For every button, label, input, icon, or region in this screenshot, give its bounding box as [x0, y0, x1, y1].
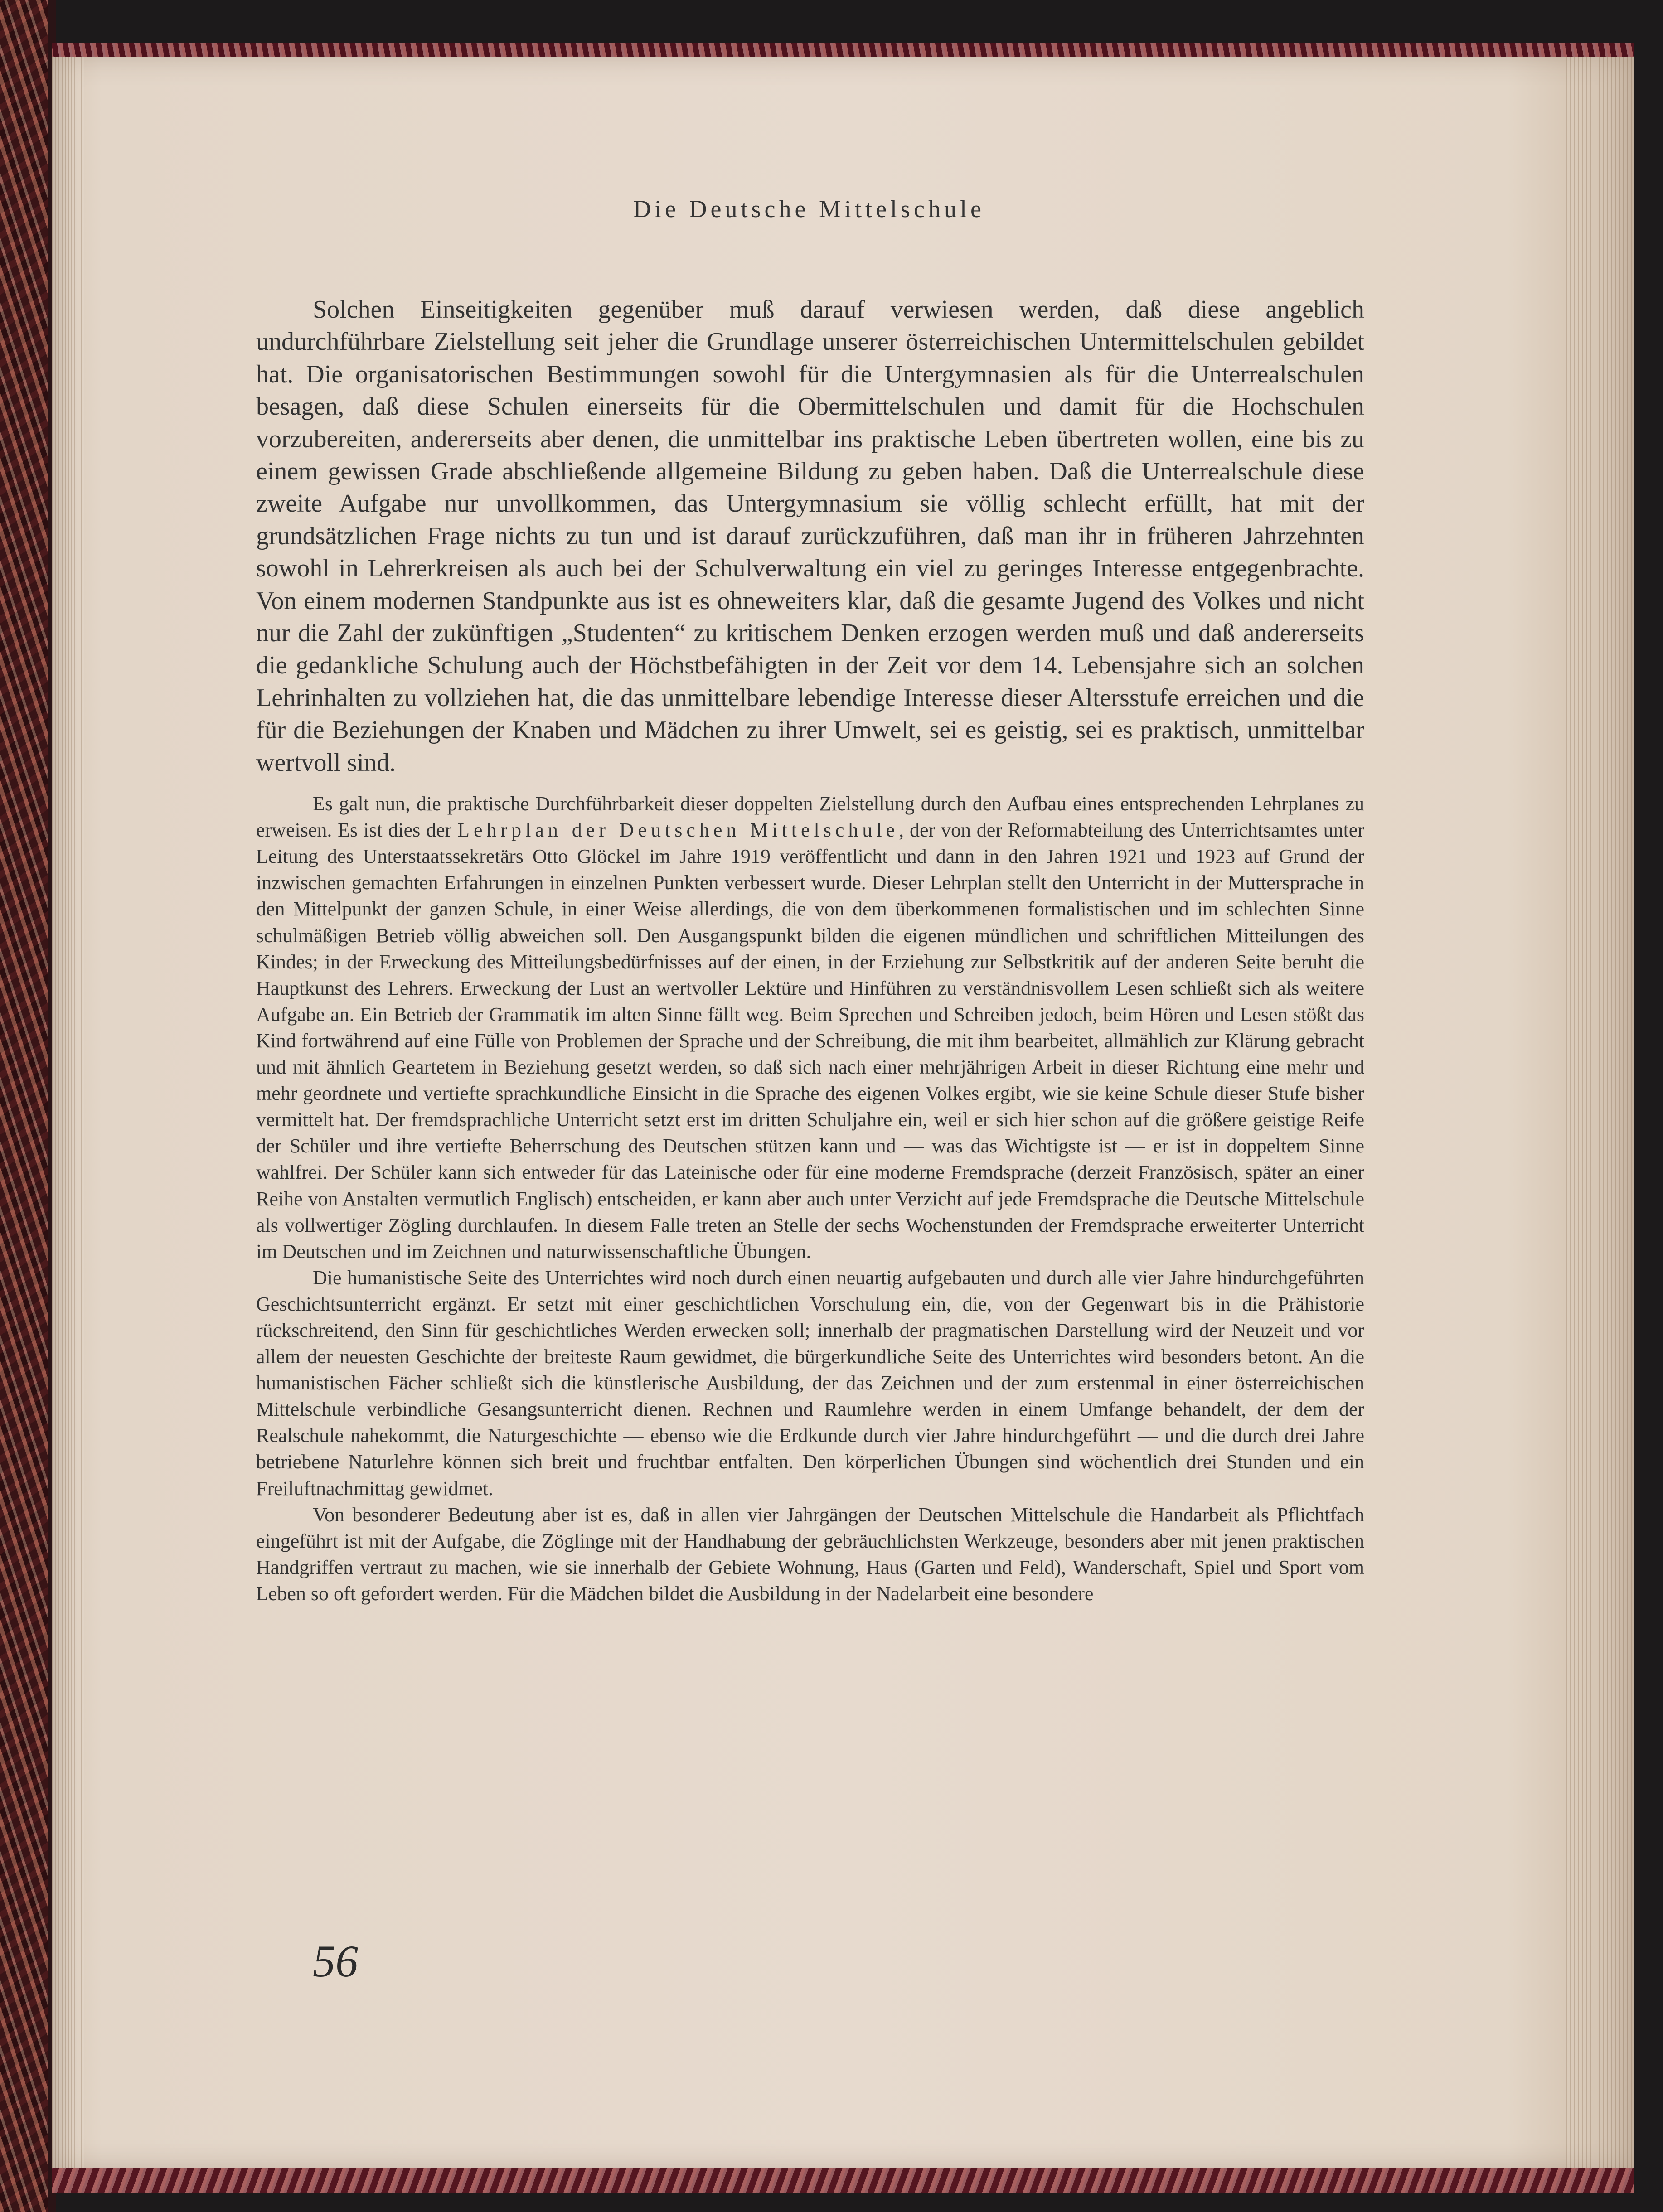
book-cover-board — [0, 0, 52, 2212]
paragraph-lehrplan-rest: , der von der Reformabteilung des Unterrichtsamtes unter Leitung des Unterstaatssekretärs Otto Glöckel im Jahre 1919 veröffentlicht und dann in den Jahren 1921 und 1923 auf Grund der inzwischen gemachten Erfahrungen in einzelnen Punkten verbessert wurde. Dieser Lehrplan stellt den Unterricht in der Muttersprache in den Mittelpunkt der ganzen Schule, in einer Weise allerdings, die von dem überkommenen formalistischen und im schlechten Sinne schulmäßigen Betrieb völlig abweichen soll. Den Ausgangspunkt bilden die eigenen mündlichen und schriftlichen Mitteilungen des Kindes; in der Erweckung des Mitteilungsbedürfnisses auf der einen, in der Erziehung zur Selbstkritik auf der anderen Seite beruht die Hauptkunst des Lehrers. Erweckung der Lust an wertvoller Lektüre und Hinführen zu verständnisvollem Lesen schließt sich als weitere Aufgabe an. Ein Betrieb der Grammatik im alten Sinne fällt weg. Beim Sprechen und Schreiben jedoch, beim Hören und Lesen stößt das Kind fortwährend auf eine Fülle von Problemen der Sprache und der Schreibung, die mit ihm bearbeitet, allmählich zur Klärung gebracht und mit ähnlich Geartetem in Beziehung gesetzt werden, so daß sich nach einer mehrjährigen Arbeit in dieser Richtung eine mehr und mehr geordnete und vertiefte sprachkundliche Einsicht in die Sprache des eigenen Volkes ergibt, wie sie keine Schule dieser Stufe bisher vermittelt hat. Der fremdsprachliche Unterricht setzt erst im dritten Schuljahre ein, weil er sich hier schon auf die größere geistige Reife der Schüler und ihre vertiefte Beherrschung des Deutschen stützen kann und — was das Wichtigste ist — er ist in doppeltem Sinne wahlfrei. Der Schüler kann sich entweder für das Lateinische oder für eine moderne Fremdsprache (derzeit Französisch, später an einer Reihe von Anstalten vermutlich Englisch) entscheiden, er kann aber auch unter Verzicht auf jede Fremdsprache die Deutsche Mittelschule als vollwertiger Zögling durchlaufen. In diesem Falle treten an Stelle der sechs Wochenstunden der Fremdsprache erweiterter Unterricht im Deutschen und im Zeichnen und naturwissenschaftliche Übungen. — [256, 819, 1364, 1263]
paragraph-lehrplan-start: Es galt nun, die praktische Durchführbarkeit dieser doppelten Zielstellung durch den Aufbau eines entsprechenden Lehrplanes zu erweisen. Es ist dies der — [256, 793, 1364, 842]
paragraph-intro: Solchen Einseitigkeiten gegenüber muß darauf verwiesen werden, daß diese angeblich undurchführbare Zielstellung seit jeher die Grundlage unserer österreichischen Untermittelschulen gebildet hat. Die organisatorischen Bestimmungen sowohl für die Untergymnasien als für die Unterrealschulen besagen, daß diese Schulen einerseits für die Obermittelschulen und damit für die Hochschulen vorzubereiten, andererseits aber denen, die unmittelbar ins praktische Leben übertreten wollen, eine bis zu einem gewissen Grade abschließende allgemeine Bildung zu geben haben. Daß die Unterrealschule diese zweite Aufgabe nur unvollkommen, das Untergymnasium sie völlig schlecht erfüllt, hat mit der grundsätzlichen Frage nichts zu tun und ist darauf zurückzuführen, daß man ihr in früheren Jahrzehnten sowohl in Lehrerkreisen als auch bei der Schulverwaltung ein viel zu geringes Interesse entgegenbrachte. Von einem modernen Standpunkte aus ist es ohneweiters klar, daß die gesamte Jugend des Volkes und nicht nur die Zahl der zukünftigen „Studenten“ zu kritischem Denken erzogen werden muß und daß andererseits die gedankliche Schulung auch der Höchstbefähigten in der Zeit vor dem 14. Lebensjahre sich an solchen Lehrinhalten zu vollziehen hat, die das unmittelbare lebendige Interesse dieser Altersstufe erreichen und die für die Beziehungen der Knaben und Mädchen zu ihrer Umwelt, sei es geistig, sei es praktisch, unmittelbar wertvoll sind. — [256, 295, 1364, 777]
paragraph-humanistic: Die humanistische Seite des Unterrichtes wird noch durch einen neuartig aufgebauten und durch alle vier Jahre hindurchgeführten Geschichtsunterricht ergänzt. Er setzt mit einer geschichtlichen Vorschulung ein, die, von der Gegenwart bis in die Prähistorie rückschreitend, den Sinn für geschichtliches Werden erwecken soll; innerhalb der pragmatischen Darstellung wird der Neuzeit und vor allem der neuesten Geschichte der breiteste Raum gewidmet, die bürgerkundliche Seite des Unterrichtes wird besonders betont. An die humanistischen Fächer schließt sich die künstlerische Ausbildung, der das Zeichnen und der zum erstenmal in einer österreichischen Mittelschule verbindliche Gesangsunterricht dienen. Rechnen und Raumlehre werden in einem Umfange behandelt, der dem der Realschule nahekommt, die Naturgeschichte — ebenso wie die Erdkunde durch vier Jahre hindurchgeführt — und die durch drei Jahre betriebene Naturlehre können sich breit und fruchtbar entfalten. Den körperlichen Übungen sind wöchentlich drei Stunden und ein Freiluftnachmittag gewidmet. — [256, 1266, 1364, 1500]
paragraph-handarbeit: Von besonderer Bedeutung aber ist es, daß in allen vier Jahrgängen der Deutschen Mittelschule die Handarbeit als Pflichtfach eingeführt ist mit der Aufgabe, die Zöglinge mit der Handhabung der gebräuchlichsten Werkzeuge, besonders aber mit jenen praktischen Handgriffen vertraut zu machen, wie sie innerhalb der Gebiete Wohnung, Haus (Garten und Feld), Wanderschaft, Spiel und Sport vom Leben so oft gefordert werden. Für die Mädchen bildet die Ausbildung in der Nadelarbeit eine besondere — [256, 1503, 1364, 1605]
page-number: 56 — [313, 1936, 358, 1986]
running-head: Die Deutsche Mittelschule — [633, 195, 985, 223]
paragraph-lehrplan — [256, 791, 1364, 1265]
page-stack-right — [1566, 57, 1634, 2168]
page-stack-left — [52, 57, 84, 2168]
lehrplan-title-spaced: Lehrplan der Deutschen Mittelschule — [457, 819, 899, 842]
page-body — [256, 294, 1364, 1607]
